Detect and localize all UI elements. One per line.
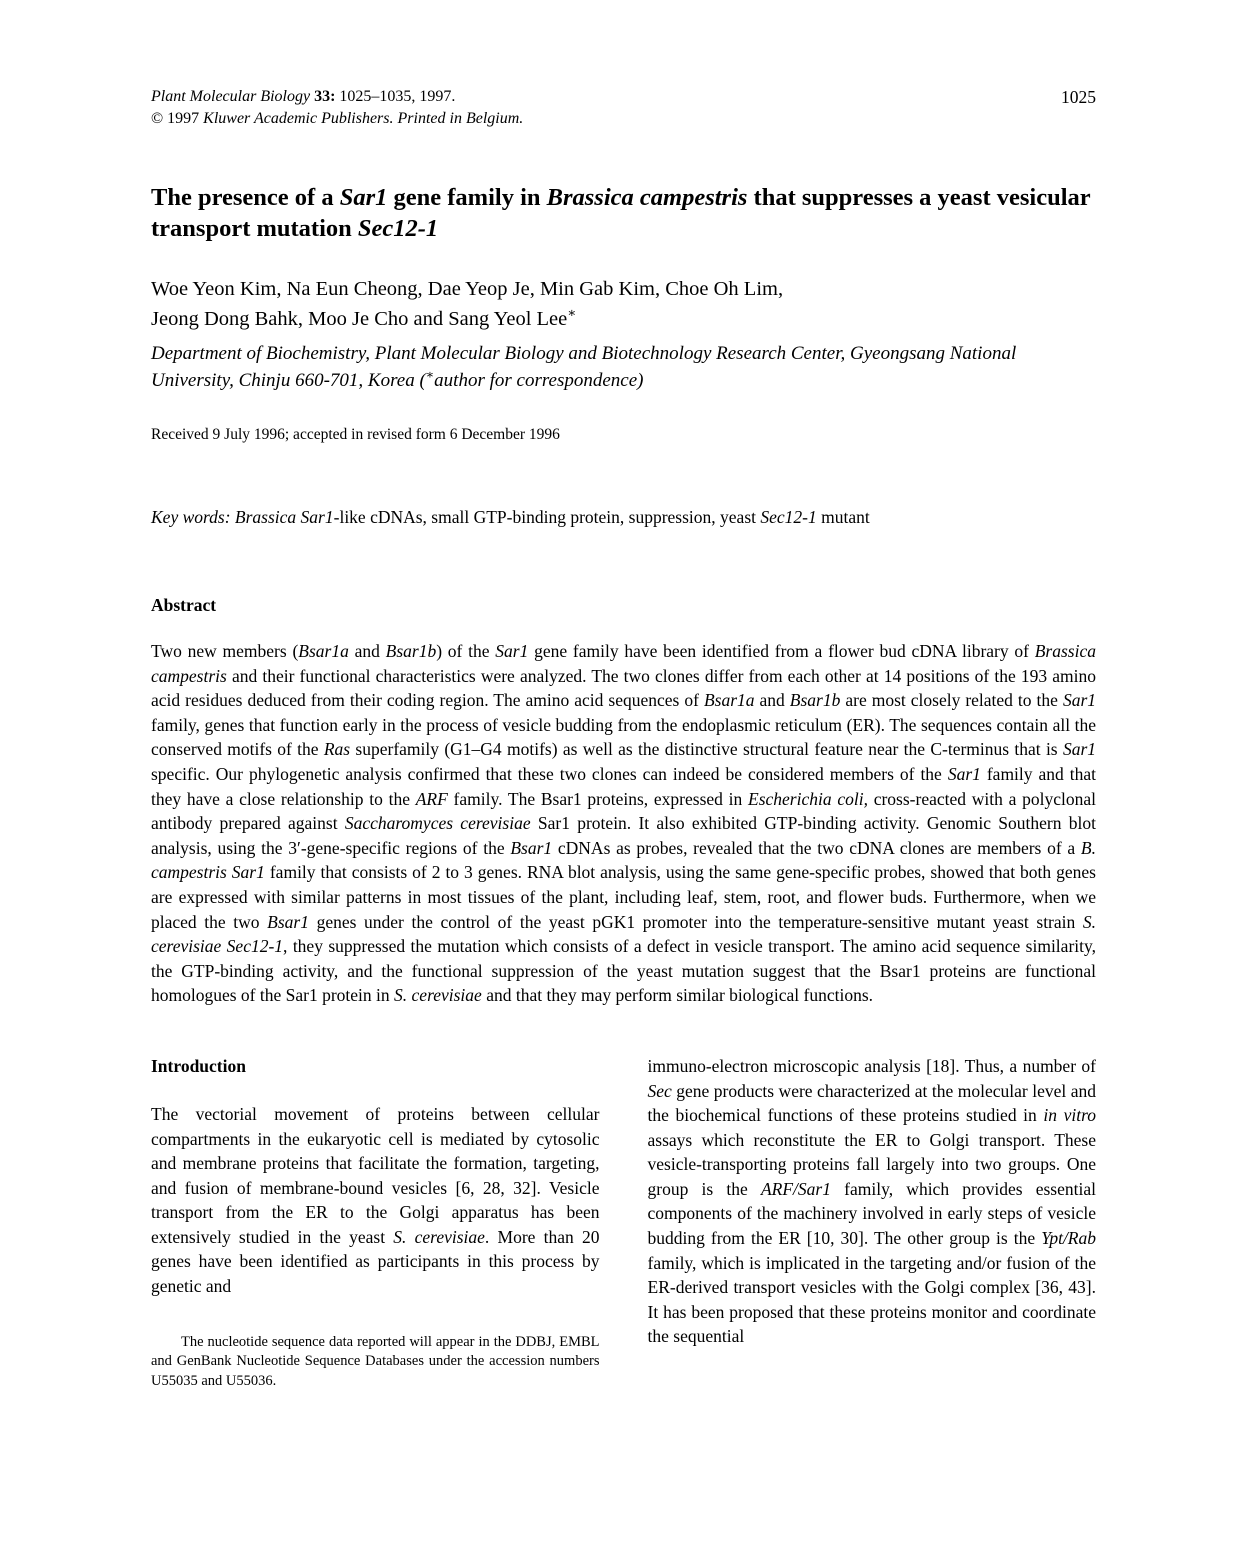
keywords-line: Key words: Brassica Sar1-like cDNAs, small GTP-binding protein, suppression, yeast Sec12-1 mutant (151, 507, 870, 527)
received-line: Received 9 July 1996; accepted in revised form 6 December 1996 (151, 426, 560, 443)
running-head (151, 86, 1096, 130)
authors-line-1: Woe Yeon Kim, Na Eun Cheong, Dae Yeop Je, Min Gab Kim, Choe Oh Lim, (151, 278, 784, 300)
authors (151, 274, 1096, 334)
footnote: The nucleotide sequence data reported will appear in the DDBJ, EMBL and GenBank Nucleotide Sequence Databases under the accession numbers U55035 and U55036. (151, 1333, 600, 1389)
affiliation: Department of Biochemistry, Plant Molecular Biology and Biotechnology Research Center, Gyeongsang National University, Chinju 660-701, Korea (∗author for correspondence) (151, 343, 1017, 391)
introduction-paragraph-left: The vectorial movement of proteins between cellular compartments in the eukaryotic cell is mediated by cytosolic and membrane proteins that facilitate the formation, targeting, and fusion of membrane-bound vesicles [6, 28, 32]. Vesicle transport from the ER to the Golgi apparatus has been extensively studied in the yeast S. cerevisiae. More than 20 genes have been identified as participants in this process by genetic and (151, 1103, 600, 1297)
two-column-section (151, 1054, 1096, 1391)
abstract-heading: Abstract (151, 595, 217, 615)
left-column (151, 1054, 600, 1391)
introduction-paragraph-right: immuno-electron microscopic analysis [18]. Thus, a number of Sec gene products were characterized at the molecular level and the biochemical functions of these proteins studied in in vitro assays which reconstitute the ER to Golgi transport. These vesicle-transporting proteins fall largely into two groups. One group is the ARF/Sar1 family, which provides essential components of the machinery involved in early steps of vesicle budding from the ER [10, 30]. The other group is the Ypt/Rab family, which is implicated in the targeting and/or fusion of the ER-derived transport vesicles with the Golgi complex [36, 43]. It has been proposed that these proteins monitor and coordinate the sequential (647, 1055, 1097, 1347)
authors-line-2: Jeong Dong Bahk, Moo Je Cho and Sang Yeol Lee∗ (151, 305, 577, 330)
copyright-line: © 1997 Kluwer Academic Publishers. Printed in Belgium. (151, 110, 524, 127)
running-head-left (151, 86, 523, 130)
journal-citation: Plant Molecular Biology 33: 1025–1035, 1997. (151, 88, 456, 105)
paper-title: The presence of a Sar1 gene family in Brassica campestris that suppresses a yeast vesicular transport mutation Sec12-1 (151, 184, 1091, 242)
abstract-paragraph: Two new members (Bsar1a and Bsar1b) of the Sar1 gene family have been identified from a flower bud cDNA library of Brassica campestris and their functional characteristics were analyzed. The two clones differ from each other at 14 positions of the 193 amino acid residues deduced from their coding region. The amino acid sequences of Bsar1a and Bsar1b are most closely related to the Sar1 family, genes that function early in the process of vesicle budding from the endoplasmic reticulum (ER). The sequences contain all the conserved motifs of the Ras superfamily (G1–G4 motifs) as well as the distinctive structural feature near the C-terminus that is Sar1 specific. Our phylogenetic analysis confirmed that these two clones can indeed be considered members of the Sar1 family and that they have a close relationship to the ARF family. The Bsar1 proteins, expressed in Escherichia coli, cross-reacted with a polyclonal antibody prepared against Saccharomyces cerevisiae Sar1 protein. It also exhibited GTP-binding activity. Genomic Southern blot analysis, using the 3′-gene-specific regions of the Bsar1 cDNAs as probes, revealed that the two cDNA clones are members of a B. campestris Sar1 family that consists of 2 to 3 genes. RNA blot analysis, using the same gene-specific probes, showed that both genes are expressed with similar patterns in most tissues of the plant, including leaf, stem, root, and flower buds. Furthermore, when we placed the two Bsar1 genes under the control of the yeast pGK1 promoter into the temperature-sensitive mutant yeast strain S. cerevisiae Sec12-1, they suppressed the mutation which consists of a defect in vesicle transport. The amino acid sequence similarity, the GTP-binding activity, and the functional suppression of the yeast mutation suggest that the Bsar1 proteins are functional homologues of the Sar1 protein in S. cerevisiae and that they may perform similar biological functions. (151, 641, 1097, 1006)
page-number: 1025 (1061, 87, 1096, 107)
introduction-heading: Introduction (151, 1055, 246, 1076)
right-column (648, 1054, 1097, 1391)
